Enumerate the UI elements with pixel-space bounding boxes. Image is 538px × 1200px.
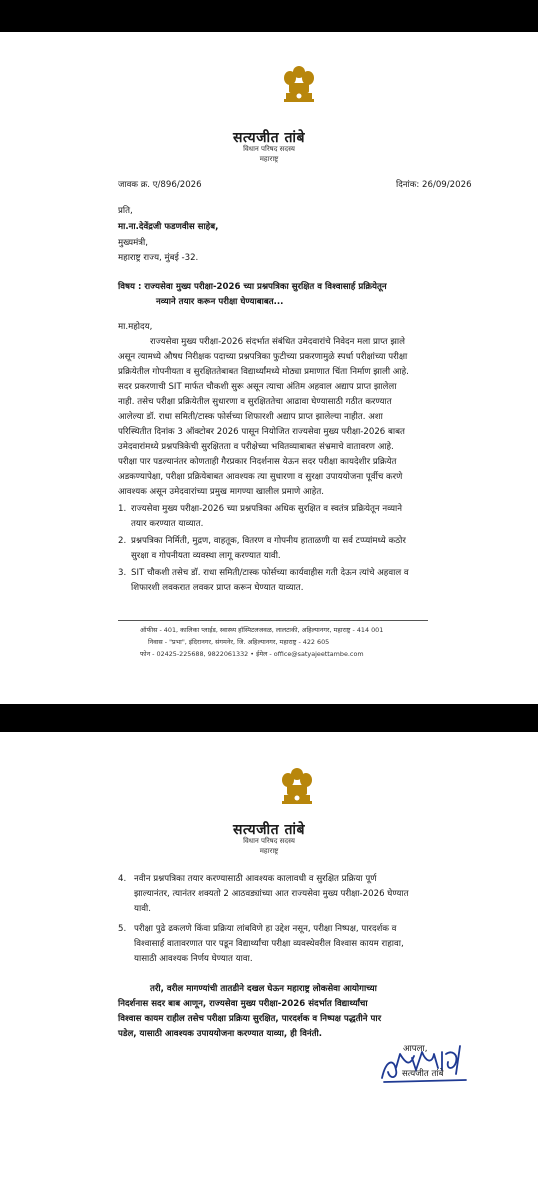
letter-page-2 — [0, 732, 538, 1200]
addressee-address: महाराष्ट्र राज्य, मुंबई -32. — [118, 253, 199, 263]
list-item-number: 4. — [118, 874, 127, 884]
list-item-line: SIT चौकशी तसेच डॉ. राधा समिती/टास्क फोर्सच्या कार्यवाहीस गती देऊन त्यांचे अहवाल व — [131, 568, 409, 578]
closing-line: पडेल, यासाठी आवश्यक उपाययोजना करण्यात याव्या, ही विनंती. — [118, 1029, 323, 1039]
letterhead-name: सत्यजीत तांबे — [232, 822, 306, 838]
body-line: नाही. तसेच परीक्षा प्रक्रियेतील सुधारणा व सुरक्षिततेचा आढावा घेण्यासाठी गठीत करण्यात — [118, 397, 392, 407]
body-line: अडकण्यापेक्षा, परीक्षा प्रक्रियेबाबत आवश्यक त्या सुधारणा व सुरक्षा उपाययोजना पूर्वीच करणे — [118, 472, 403, 482]
footer-contact: फोन - 02425-225688, 9822061332 • ईमेल - office@satyajeettambe.com — [140, 650, 364, 658]
footer-office-address: ऑफीस - 401, कालिका प्लाईड, स्वास्थ्य हॉस्पिटलजवळ, लालटाकी, अहिल्यानगर, महाराष्ट्र - 414 001 — [140, 626, 384, 634]
national-emblem-icon — [280, 64, 318, 110]
subject-line-1: विषय : राज्यसेवा मुख्य परीक्षा-2026 च्या प्रश्नपत्रिका सुरक्षित व विश्वासार्ह प्रक्रियेतून — [118, 282, 387, 292]
subject-line-2: नव्याने तयार करून परीक्षा घेण्याबाबत... — [156, 297, 284, 307]
reference-number: जावक क्र. ए/896/2026 — [118, 180, 202, 190]
body-line: असून त्यामध्ये औषध निरीक्षक पदाच्या प्रश्नपत्रिका फुटीच्या प्रकरणामुळे स्पर्धा परीक्षांच्या परीक्षा — [118, 352, 408, 362]
letterhead-name: सत्यजीत तांबे — [232, 130, 306, 146]
closing-line: निदर्शनास सदर बाब आणून, राज्यसेवा मुख्य परीक्षा-2026 संदर्भात विद्यार्थ्यांचा — [118, 999, 368, 1009]
list-item-line: राज्यसेवा मुख्य परीक्षा-2026 च्या प्रश्नपत्रिका अधिक सुरक्षित व स्वतंत्र प्रक्रियेतून नव्याने — [131, 504, 403, 514]
addressee-post: मुख्यमंत्री, — [118, 238, 148, 248]
body-line: प्रक्रियेतील गोपनीयता व सुरक्षिततेबाबत विद्यार्थ्यांमध्ये मोठ्या प्रमाणात चिंता निर्माण झाली आहे. — [118, 367, 409, 377]
middle-dark-bar — [0, 704, 538, 732]
list-item-number: 1. — [118, 504, 127, 514]
closing-line: विश्वास कायम राहील तसेच परीक्षा प्रक्रिया सुरक्षित, पारदर्शक व निष्पक्ष पद्धतीने पार — [118, 1014, 382, 1024]
list-item-line: नवीन प्रश्नपत्रिका तयार करण्यासाठी आवश्यक कालावधी व सुरक्षित प्रक्रिया पूर्ण — [134, 874, 377, 884]
letterhead-designation: विधान परिषद सदस्य — [243, 145, 295, 153]
top-dark-bar — [0, 0, 538, 32]
list-item-line: प्रश्नपत्रिका निर्मिती, मुद्रण, वाहतूक, वितरण व गोपनीय हाताळणी या सर्व टप्प्यांमध्ये कठोर — [131, 536, 406, 546]
footer-divider — [118, 620, 428, 621]
list-item-line: शिफारशी लवकरात लवकर प्राप्त करून घेण्यात याव्यात. — [131, 583, 304, 593]
letterhead-designation: विधान परिषद सदस्य — [243, 837, 295, 845]
signatory-name: सत्यजीत तांबे — [402, 1069, 444, 1079]
letter-page-1 — [0, 32, 538, 704]
body-line: परिस्थितीत दिनांक 3 ऑक्टोबर 2026 पासून नियोजित राज्यसेवा मुख्य परीक्षा-2026 बाबत — [118, 427, 405, 437]
letterhead-state: महाराष्ट्र — [259, 847, 279, 855]
list-item-number: 5. — [118, 924, 127, 934]
body-line: आवश्यक असून उमेदवारांच्या प्रमुख मागण्या खालील प्रमाणे आहेत. — [118, 487, 324, 497]
letter-date: दिनांक: 26/09/2026 — [396, 180, 472, 190]
list-item-line: यासाठी आवश्यक निर्णय घेण्यात यावा. — [134, 954, 253, 964]
list-item-number: 3. — [118, 568, 127, 578]
closing-line: तरी, वरील मागण्यांची तातडीने दखल घेऊन महाराष्ट्र लोकसेवा आयोगाच्या — [150, 984, 377, 994]
list-item-line: यावी. — [134, 904, 151, 914]
list-item-line: झाल्यानंतर, त्यानंतर शक्यतो 2 आठवड्यांच्या आत राज्यसेवा मुख्य परीक्षा-2026 घेण्यात — [134, 889, 409, 899]
list-item-line: तयार करण्यात याव्यात. — [131, 519, 204, 529]
body-line: सदर प्रकरणाची SIT मार्फत चौकशी सुरू असून त्याचा अंतिम अहवाल अद्याप प्राप्त झालेला — [118, 382, 397, 392]
list-item-line: सुरक्षा व गोपनीयता व्यवस्था लागू करण्यात यावी. — [131, 551, 281, 561]
body-line: परीक्षा पार पडल्यानंतर कोणताही गैरप्रकार निदर्शनास येऊन सदर परीक्षा कायदेशीर प्रक्रियेत — [118, 457, 397, 467]
list-item-line: विश्वासार्ह वातावरणात पार पडून विद्यार्थ्यांचा परीक्षा व्यवस्थेवरील विश्वास कायम राहावा, — [134, 939, 404, 949]
to-prati: प्रति, — [118, 206, 133, 216]
footer-residence-address: निवास - "प्रभा", इंदिरानगर, संगमनेर, जि. अहिल्यानगर, महाराष्ट्र - 422 605 — [148, 638, 330, 646]
letterhead-state: महाराष्ट्र — [259, 155, 279, 163]
sign-off: आपला, — [403, 1044, 428, 1054]
salutation: मा.महोदय, — [118, 322, 153, 332]
addressee: मा.ना.देवेंद्रजी फडणवीस साहेब, — [118, 222, 219, 232]
body-line: उमेदवारांमध्ये प्रश्नपत्रिकेची सुरक्षितता व परीक्षेच्या भवितव्याबाबत संभ्रमाचे वातावरण आहे. — [118, 442, 394, 452]
body-line: आलेल्या डॉ. राधा समिती/टास्क फोर्सच्या शिफारशी अद्याप प्राप्त झालेल्या नाहीत. अशा — [118, 412, 383, 422]
body-line: राज्यसेवा मुख्य परीक्षा-2026 संदर्भात संबंधित उमेदवारांचे निवेदन मला प्राप्त झाले — [150, 337, 405, 347]
list-item-line: परीक्षा पुढे ढकलणे किंवा प्रक्रिया लांबविणे हा उद्देश नसून, परीक्षा निष्पक्ष, पारदर्शक व — [134, 924, 397, 934]
list-item-number: 2. — [118, 536, 127, 546]
national-emblem-icon — [278, 766, 316, 812]
